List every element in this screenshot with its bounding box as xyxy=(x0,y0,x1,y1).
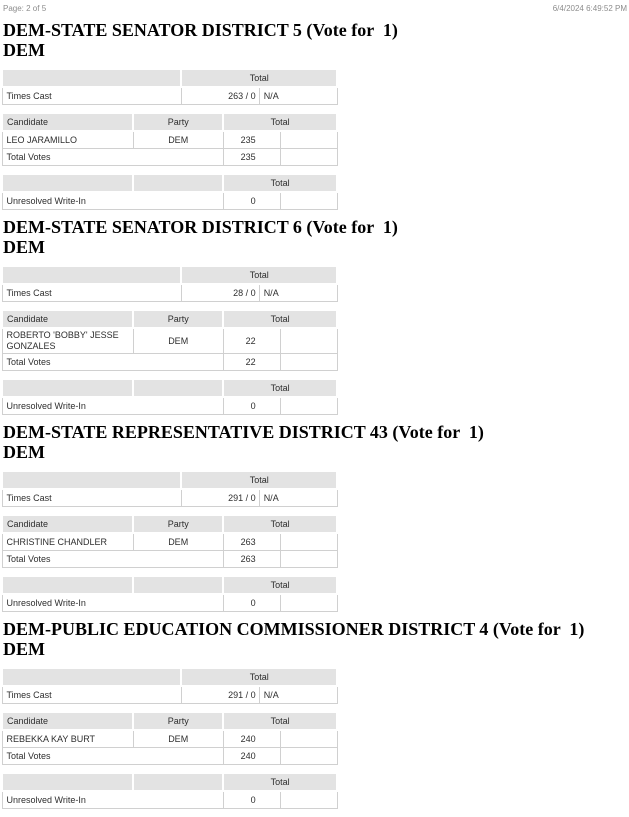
candidate-total: 235 xyxy=(223,131,280,149)
contest-section xyxy=(0,422,629,612)
total-column-header: Total xyxy=(181,266,337,284)
total-votes-row xyxy=(2,354,337,371)
contest-section xyxy=(0,619,629,809)
total-column-header: Total xyxy=(223,113,337,131)
write-in-header-empty-cell xyxy=(2,379,133,397)
write-in-header-row xyxy=(2,576,337,594)
candidates-table xyxy=(1,309,338,371)
total-column-header: Total xyxy=(223,310,337,328)
total-column-header: Total xyxy=(181,69,337,87)
write-in-header-empty-cell xyxy=(133,379,223,397)
times-cast-header-row xyxy=(2,471,337,489)
candidates-header-row xyxy=(2,712,337,730)
times-cast-value: 263 / 0 xyxy=(181,87,259,105)
unresolved-write-in-label: Unresolved Write-In xyxy=(2,397,223,415)
unresolved-write-in-table xyxy=(1,173,338,210)
candidate-row xyxy=(2,730,337,748)
write-in-header-empty-cell xyxy=(2,773,133,791)
total-votes-value: 263 xyxy=(223,551,280,568)
times-cast-header-empty-cell xyxy=(2,266,181,284)
candidate-name: LEO JARAMILLO xyxy=(2,131,133,149)
times-cast-row xyxy=(2,284,337,302)
candidate-column-header: Candidate xyxy=(2,515,133,533)
contest-title: DEM-STATE REPRESENTATIVE DISTRICT 43 (Vote for 1) xyxy=(3,422,484,442)
contest-list xyxy=(0,20,629,809)
times-cast-header-row xyxy=(2,668,337,686)
contest-party-subtitle: DEM xyxy=(3,442,45,462)
times-cast-row xyxy=(2,87,337,105)
party-column-header: Party xyxy=(133,310,223,328)
total-column-header: Total xyxy=(223,379,337,397)
times-cast-header-empty-cell xyxy=(2,668,181,686)
write-in-header-empty-cell xyxy=(2,576,133,594)
times-cast-header-empty-cell xyxy=(2,471,181,489)
candidate-name: REBEKKA KAY BURT xyxy=(2,730,133,748)
total-column-header: Total xyxy=(181,471,337,489)
candidate-party: DEM xyxy=(133,730,223,748)
contest-section xyxy=(0,20,629,210)
times-cast-label: Times Cast xyxy=(2,87,181,105)
total-votes-label: Total Votes xyxy=(2,748,223,765)
total-votes-extra-cell xyxy=(280,551,337,568)
times-cast-value: 28 / 0 xyxy=(181,284,259,302)
candidates-header-row xyxy=(2,310,337,328)
total-votes-value: 235 xyxy=(223,149,280,166)
candidate-column-header: Candidate xyxy=(2,310,133,328)
times-cast-table xyxy=(1,667,338,704)
candidate-party: DEM xyxy=(133,533,223,551)
unresolved-write-in-row xyxy=(2,192,337,210)
times-cast-table xyxy=(1,470,338,507)
total-votes-row xyxy=(2,551,337,568)
candidate-name: ROBERTO 'BOBBY' JESSE GONZALES xyxy=(2,328,133,354)
unresolved-write-in-row xyxy=(2,397,337,415)
unresolved-write-in-table xyxy=(1,575,338,612)
total-votes-label: Total Votes xyxy=(2,551,223,568)
unresolved-write-in-value: 0 xyxy=(223,594,280,612)
unresolved-write-in-value: 0 xyxy=(223,791,280,809)
candidate-name: CHRISTINE CHANDLER xyxy=(2,533,133,551)
total-votes-extra-cell xyxy=(280,149,337,166)
unresolved-write-in-table xyxy=(1,378,338,415)
unresolved-write-in-value: 0 xyxy=(223,192,280,210)
times-cast-note: N/A xyxy=(259,489,337,507)
candidates-table xyxy=(1,112,338,166)
total-votes-row xyxy=(2,748,337,765)
candidate-total: 240 xyxy=(223,730,280,748)
candidate-row xyxy=(2,328,337,354)
candidate-party: DEM xyxy=(133,328,223,354)
total-votes-value: 22 xyxy=(223,354,280,371)
total-votes-value: 240 xyxy=(223,748,280,765)
write-in-header-row xyxy=(2,773,337,791)
times-cast-table xyxy=(1,68,338,105)
party-column-header: Party xyxy=(133,113,223,131)
times-cast-note: N/A xyxy=(259,87,337,105)
times-cast-label: Times Cast xyxy=(2,489,181,507)
write-in-header-empty-cell xyxy=(2,174,133,192)
candidates-header-row xyxy=(2,113,337,131)
contest-party-subtitle: DEM xyxy=(3,639,45,659)
times-cast-row xyxy=(2,489,337,507)
write-in-header-row xyxy=(2,379,337,397)
candidate-extra-cell xyxy=(280,730,337,748)
times-cast-header-row xyxy=(2,266,337,284)
times-cast-note: N/A xyxy=(259,686,337,704)
page-meta-row xyxy=(0,4,629,14)
total-votes-extra-cell xyxy=(280,748,337,765)
contest-title: DEM-STATE SENATOR DISTRICT 6 (Vote for 1) xyxy=(3,217,398,237)
times-cast-value: 291 / 0 xyxy=(181,686,259,704)
candidate-column-header: Candidate xyxy=(2,712,133,730)
times-cast-header-row xyxy=(2,69,337,87)
write-in-extra-cell xyxy=(280,397,337,415)
candidate-total: 22 xyxy=(223,328,280,354)
contest-title: DEM-PUBLIC EDUCATION COMMISSIONER DISTRICT 4 (Vote for 1) xyxy=(3,619,585,639)
times-cast-table xyxy=(1,265,338,302)
times-cast-note: N/A xyxy=(259,284,337,302)
candidate-extra-cell xyxy=(280,131,337,149)
unresolved-write-in-value: 0 xyxy=(223,397,280,415)
candidates-table xyxy=(1,514,338,568)
times-cast-label: Times Cast xyxy=(2,686,181,704)
times-cast-value: 291 / 0 xyxy=(181,489,259,507)
times-cast-header-empty-cell xyxy=(2,69,181,87)
times-cast-row xyxy=(2,686,337,704)
unresolved-write-in-table xyxy=(1,772,338,809)
write-in-header-empty-cell xyxy=(133,773,223,791)
write-in-header-empty-cell xyxy=(133,174,223,192)
candidate-column-header: Candidate xyxy=(2,113,133,131)
report-timestamp: 6/4/2024 6:49:52 PM xyxy=(552,4,627,13)
unresolved-write-in-label: Unresolved Write-In xyxy=(2,594,223,612)
candidates-table xyxy=(1,711,338,765)
write-in-header-row xyxy=(2,174,337,192)
total-column-header: Total xyxy=(223,773,337,791)
total-column-header: Total xyxy=(223,712,337,730)
contest-party-subtitle: DEM xyxy=(3,237,45,257)
unresolved-write-in-label: Unresolved Write-In xyxy=(2,791,223,809)
total-column-header: Total xyxy=(223,515,337,533)
candidate-total: 263 xyxy=(223,533,280,551)
unresolved-write-in-row xyxy=(2,594,337,612)
total-votes-label: Total Votes xyxy=(2,149,223,166)
total-column-header: Total xyxy=(181,668,337,686)
total-votes-extra-cell xyxy=(280,354,337,371)
party-column-header: Party xyxy=(133,515,223,533)
unresolved-write-in-label: Unresolved Write-In xyxy=(2,192,223,210)
total-votes-row xyxy=(2,149,337,166)
party-column-header: Party xyxy=(133,712,223,730)
total-column-header: Total xyxy=(223,174,337,192)
contest-title: DEM-STATE SENATOR DISTRICT 5 (Vote for 1) xyxy=(3,20,398,40)
candidates-header-row xyxy=(2,515,337,533)
write-in-extra-cell xyxy=(280,791,337,809)
candidate-row xyxy=(2,131,337,149)
times-cast-label: Times Cast xyxy=(2,284,181,302)
total-votes-label: Total Votes xyxy=(2,354,223,371)
candidate-party: DEM xyxy=(133,131,223,149)
unresolved-write-in-row xyxy=(2,791,337,809)
write-in-extra-cell xyxy=(280,594,337,612)
contest-party-subtitle: DEM xyxy=(3,40,45,60)
candidate-extra-cell xyxy=(280,328,337,354)
total-column-header: Total xyxy=(223,576,337,594)
candidate-extra-cell xyxy=(280,533,337,551)
contest-section xyxy=(0,217,629,415)
write-in-extra-cell xyxy=(280,192,337,210)
page-number-label: Page: 2 of 5 xyxy=(3,4,47,13)
candidate-row xyxy=(2,533,337,551)
write-in-header-empty-cell xyxy=(133,576,223,594)
